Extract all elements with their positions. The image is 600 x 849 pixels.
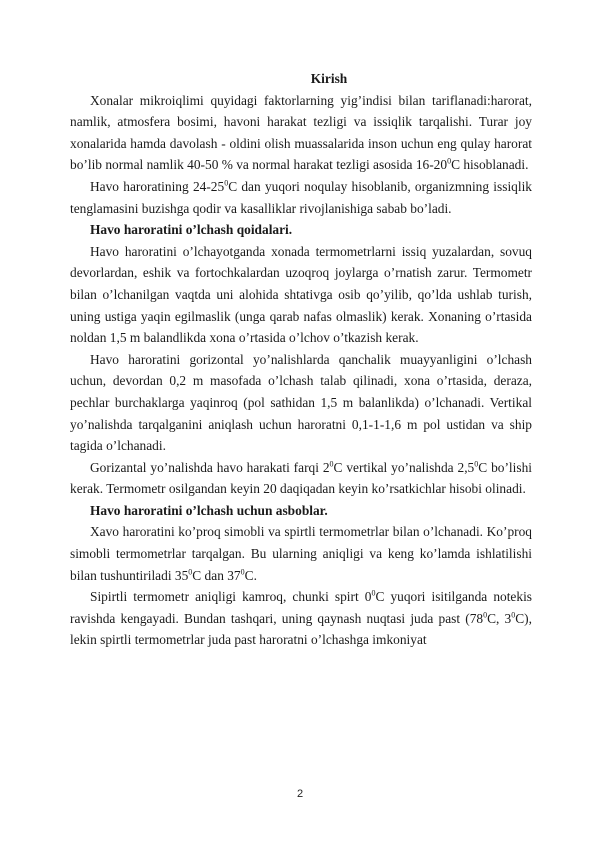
degree-sup: 0	[329, 459, 334, 469]
degree-sup: 0	[188, 567, 193, 577]
page-content	[70, 68, 532, 651]
subheading-1: Havo haroratini o’lchash qoidalari.	[90, 222, 293, 238]
p2-text-a: Havo haroratining 24-25	[90, 178, 225, 194]
degree-sup: 0	[371, 588, 376, 598]
p5-text-c: C bo’lishi kerak. Termometr osilgandan keyin 20 daqiqadan keyin ko’rsatkichlar hisobi olinadi.	[70, 459, 532, 497]
paragraph-1	[70, 90, 532, 176]
p6-text-b: C dan 37	[192, 567, 241, 583]
p7-text-c: C, 3	[487, 610, 512, 626]
p7-text-d: C), lekin spirtli termometrlar juda past haroratni o’lchashga imkoniyat	[70, 610, 532, 648]
paragraph-6	[70, 521, 532, 586]
page-number: 2	[296, 788, 304, 800]
degree-sup: 0	[224, 178, 229, 188]
p6-text-a: Xavo haroratini ko’proq simobli va spirtli termometrlar bilan o’lchanadi. Ko’proq simobli termometrlar tarqalgan. Bu ularning aniqligi va keng ko’lamda ishlatilishi bilan tushuntiriladi 35	[70, 524, 532, 583]
p1-end: C hisoblanadi.	[451, 157, 529, 173]
subheading-2: Havo haroratini o’lchash uchun asboblar.	[90, 502, 328, 518]
degree-sup: 0	[474, 459, 479, 469]
p2-text-b: C dan yuqori noqulay hisoblanib, organizmning issiqlik tenglamasini buzishga qodir va kasalliklar rivojlanishiga sabab bo’ladi.	[70, 178, 532, 216]
p7-text-a: Sipirtli termometr aniqligi kamroq, chunki spirt 0	[90, 589, 372, 605]
p7-text-b: C yuqori isitilganda notekis ravishda kengayadi. Bundan tashqari, uning qaynash nuqtasi juda past (78	[70, 589, 532, 626]
degree-sup: 0	[447, 156, 452, 166]
p1-text: Xonalar mikroiqlimi quyidagi faktorlarning yig’indisi bilan tariflanadi:harorat, namlik, atmosfera bosimi, havoni harakat tezligi va issiqlik tarqalishi. Turar joy xonalarida hamda davolash - oldini olish muassalarida inson uchun eng qulay harorat bo’lib normal namlik 40-50 % va normal harakat tezligi asosida 16-20	[70, 92, 532, 173]
degree-sup: 0	[511, 610, 516, 620]
degree-sup: 0	[483, 610, 488, 620]
section-title: Kirish	[310, 71, 348, 86]
p5-text-a: Gorizantal yo’nalishda havo harakati farqi 2	[90, 459, 330, 475]
paragraph-4: Havo haroratini gorizontal yo’nalishlarda qanchalik muayyanligini o’lchash uchun, devordan 0,2 m masofada o’lchash talab qilinadi, xona o’rtasida, deraza, pechlar burchaklarga yaqinroq (pol sathidan 1,5 m balanlikda) o’lchanadi. Vertikal yo’nalishda tarqalganini aniqlash uchun haroratni 0,1-1-1,6 m pol ustidan va ship tagida o’lchanadi.	[70, 351, 532, 454]
p5-text-b: C vertikal yo’nalishda 2,5	[333, 459, 475, 475]
paragraph-5	[70, 457, 532, 500]
paragraph-3: Havo haroratini o’lchayotganda xonada termometrlarni issiq yuzalardan, sovuq devorlardan, eshik va fortochkalardan uzoqroq joylarga o’rnatish zarur. Termometr bilan o’lchanilgan vaqtda uni alohida shtativga osib qo’yilib, qo’lda ushlab turish, uning ustiga yaqin egilmaslik (unga qarab nafas olmaslik) kerak. Xonaning o’rtasida noldan 1,5 m balandlikda xona o’rtasida o’lchov o’tkazish kerak.	[70, 243, 532, 346]
paragraph-7	[70, 586, 532, 651]
degree-sup: 0	[240, 567, 245, 577]
paragraph-2	[70, 176, 532, 219]
p6-text-c: C.	[244, 567, 257, 583]
